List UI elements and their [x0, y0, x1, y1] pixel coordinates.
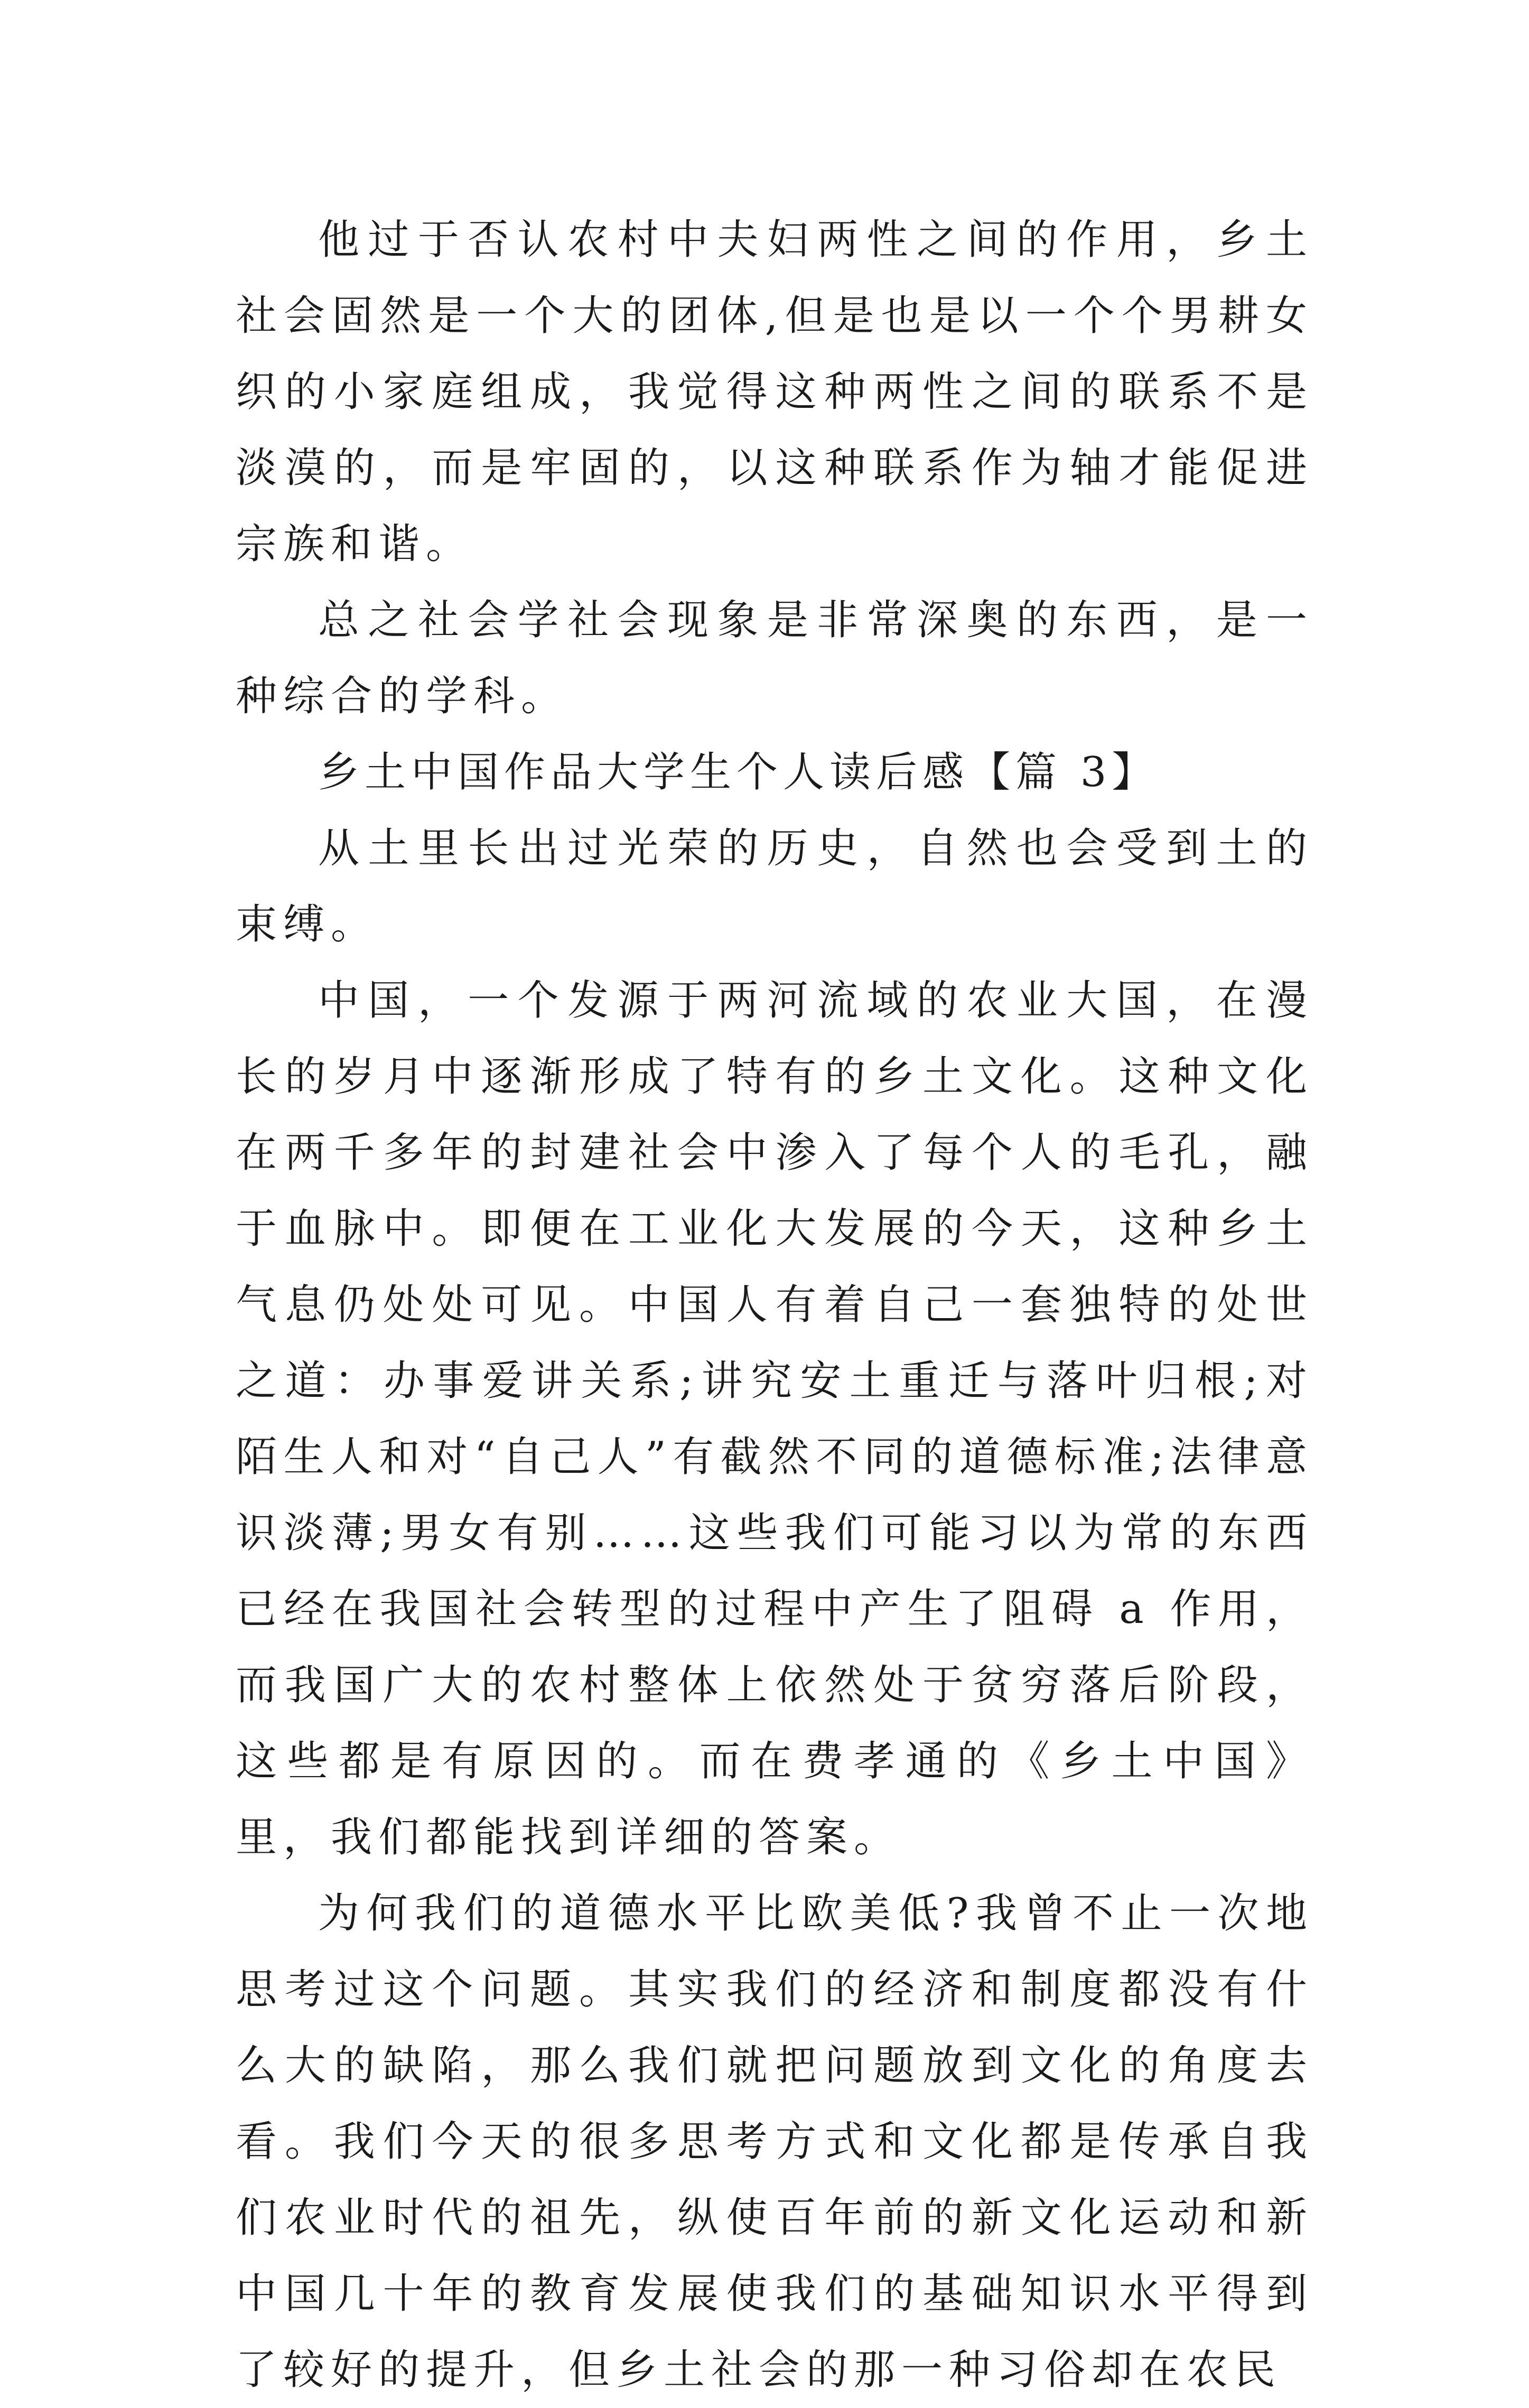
document-body	[236, 202, 1313, 2408]
section-heading: 乡土中国作品大学生个人读后感【篇 3】	[318, 749, 1159, 796]
paragraph-5: 为何我们的道德水平比欧美低?我曾不止一次地思考过这个问题。其实我们的经济和制度都没有什么大的缺陷，那么我们就把问题放到文化的角度去看。我们今天的很多思考方式和文化都是传承自我们农业时代的祖先，纵使百年前的新文化运动和新中国几十年的教育发展使我们的基础知识水平得到了较好的提升，但乡土社会的那一种习俗却在农民	[236, 1890, 1313, 2394]
paragraph-3: 从土里长出过光荣的历史，自然也会受到土的束缚。	[236, 825, 1313, 948]
paragraph-4: 中国，一个发源于两河流域的农业大国，在漫长的岁月中逐渐形成了特有的乡土文化。这种文化在两千多年的封建社会中渗入了每个人的毛孔，融于血脉中。即便在工业化大发展的今天，这种乡土气息仍处处可见。中国人有着自己一套独特的处世之道：办事爱讲关系;讲究安土重迁与落叶归根;对陌生人和对“自己人”有截然不同的道德标准;法律意识淡薄;男女有别……这些我们可能习以为常的东西已经在我国社会转型的过程中产生了阻碍 a 作用，而我国广大的农村整体上依然处于贫穷落后阶段，这些都是有原因的。而在费孝通的《乡土中国》里，我们都能找到详细的答案。	[236, 977, 1313, 1861]
paragraph-1: 他过于否认农村中夫妇两性之间的作用，乡土社会固然是一个大的团体,但是也是以一个个男耕女织的小家庭组成，我觉得这种两性之间的联系不是淡漠的，而是牢固的，以这种联系作为轴才能促进宗族和谐。	[236, 216, 1313, 568]
paragraph-2: 总之社会学社会现象是非常深奥的东西，是一种综合的学科。	[236, 596, 1313, 720]
